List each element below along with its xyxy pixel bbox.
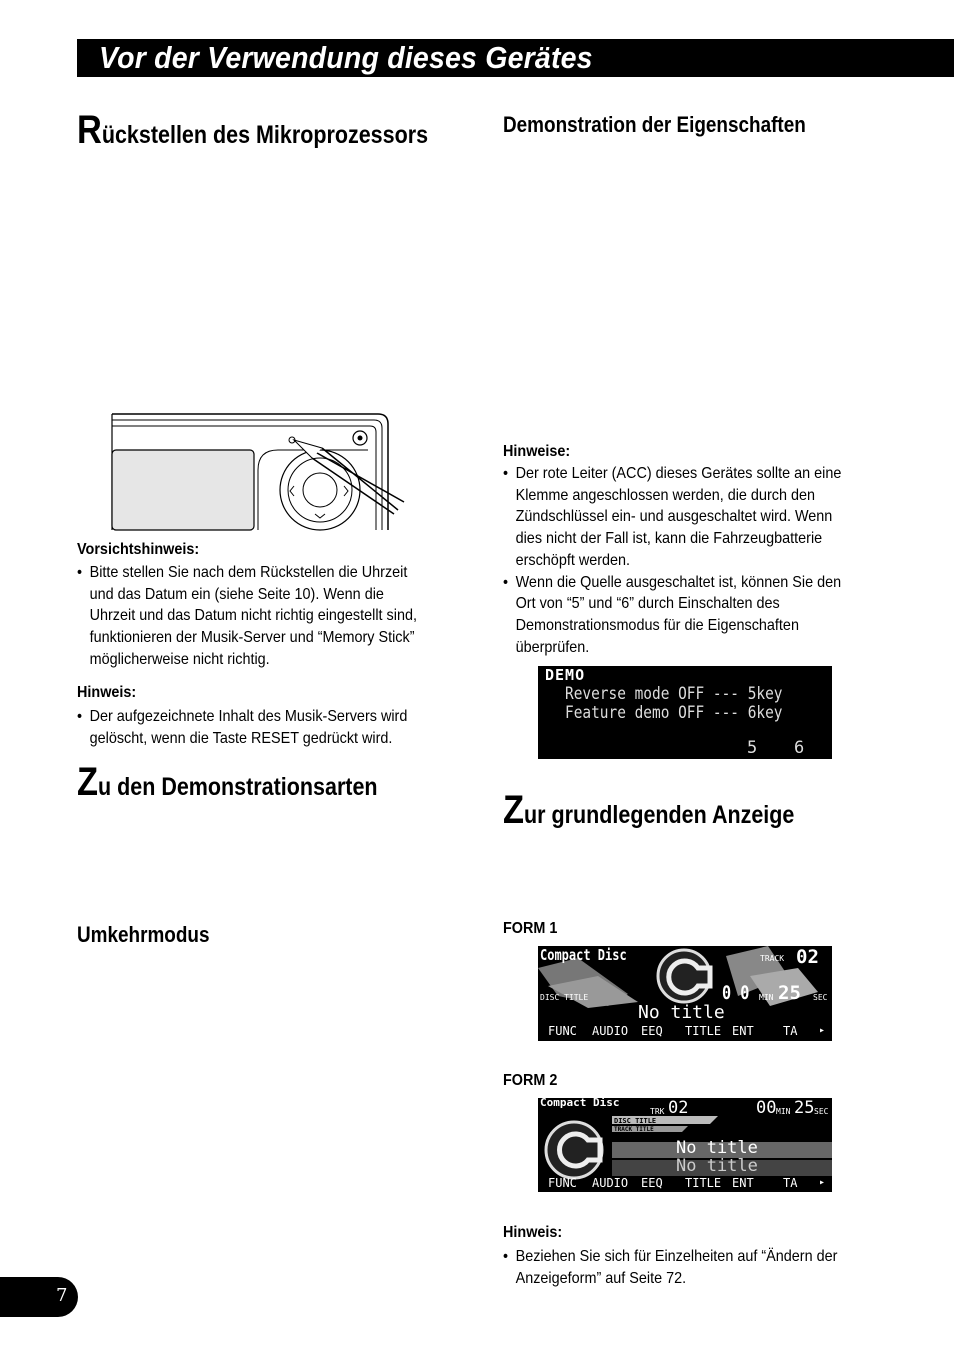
form2-sec-unit: SEC — [814, 1107, 829, 1116]
demo-key-5: 5 — [747, 738, 758, 758]
text-line: • Bitte stellen Sie nach dem Rückstellen die Uhrzeit — [89, 564, 408, 581]
text-line: funktionieren der Musik-Server und “Memory Stick” — [89, 629, 415, 647]
form2-track-title: No title — [676, 1156, 758, 1176]
text-line: erschöpft werden. — [515, 551, 631, 569]
form2-label: FORM 2 — [503, 1072, 558, 1089]
title-initial: Z — [503, 788, 525, 832]
note-label: Hinweis: — [77, 684, 137, 701]
form2-disc-title-label: DISC TITLE — [614, 1117, 657, 1125]
menu-eeq: EEQ — [641, 1176, 663, 1190]
menu-ent: ENT — [732, 1176, 754, 1190]
note2-text — [503, 1246, 881, 1289]
menu-func: FUNC — [548, 1024, 577, 1038]
demo-line-2: Feature demo OFF --- 6key — [565, 703, 783, 723]
caution-label: Vorsichtshinweis: — [77, 541, 200, 558]
form2-minutes: 00 — [756, 1098, 777, 1118]
text-line: gelöscht, wenn die Taste RESET gedrückt wird. — [89, 729, 393, 747]
chapter-banner — [77, 39, 954, 77]
menu-audio: AUDIO — [592, 1024, 629, 1038]
caution-bullet — [77, 562, 464, 671]
form2-menu-bar — [538, 1176, 832, 1192]
title-initial: R — [77, 108, 102, 152]
menu-arrow-icon: ▸ — [819, 1025, 826, 1036]
form2-min-unit: MIN — [776, 1107, 791, 1116]
form1-title: No title — [638, 1002, 725, 1023]
notes-bullet-2 — [503, 572, 881, 659]
form2-disc-title: No title — [676, 1138, 758, 1158]
form2-track-title-label: TRACK TITLE — [614, 1126, 654, 1133]
note2-bullet — [503, 1246, 881, 1289]
menu-title: TITLE — [685, 1024, 722, 1038]
section-title-basic-display — [503, 788, 794, 833]
form2-source: Compact Disc — [540, 1098, 620, 1109]
menu-eeq: EEQ — [641, 1024, 663, 1038]
form1-label: FORM 1 — [503, 920, 558, 937]
notes-text — [503, 463, 881, 658]
notes-bullet-1 — [503, 463, 881, 572]
subsection-title-reverse: Umkehrmodus — [77, 922, 210, 947]
menu-ta: TA — [783, 1024, 798, 1038]
form1-disc-title-label: DISC TITLE — [540, 993, 589, 1002]
text-line: Anzeigeform” auf Seite 72. — [515, 1269, 687, 1287]
chapter-title: Vor der Verwendung dieses Gerätes — [99, 40, 593, 75]
form2-track-number: 02 — [668, 1098, 689, 1118]
demo-lcd-display — [538, 666, 832, 759]
reset-button-illustration — [108, 410, 408, 532]
title-rest: ur grundlegenden Anzeige — [524, 801, 795, 829]
form2-trk-label: TRK — [650, 1107, 665, 1116]
note2-label: Hinweis: — [503, 1224, 563, 1241]
form1-sec-unit: SEC — [813, 993, 828, 1002]
text-line: • Wenn die Quelle ausgeschaltet ist, können Sie den — [515, 573, 842, 591]
text-line: • Der aufgezeichnete Inhalt des Musik-Servers wird — [89, 708, 408, 725]
form1-minutes: 0 0 — [722, 982, 750, 1004]
form2-seconds: 25 — [794, 1098, 815, 1118]
form1-track-number: 02 — [796, 946, 819, 968]
section-title-reset — [77, 108, 428, 153]
text-line: möglicherweise nicht richtig. — [89, 650, 270, 668]
section-title-demo — [77, 760, 378, 805]
form1-menu-bar — [538, 1024, 832, 1041]
menu-ent: ENT — [732, 1024, 754, 1038]
text-line: Ort von “5” und “6” durch Einschalten des — [515, 595, 780, 613]
form1-seconds: 25 — [778, 982, 801, 1004]
demo-key-6: 6 — [794, 738, 805, 758]
notes-label: Hinweise: — [503, 443, 571, 460]
text-line: und das Datum ein (siehe Seite 10). Wenn die — [89, 585, 384, 603]
text-line: Zündschlüssel ein- und ausgeschaltet wird. Wenn — [515, 508, 833, 526]
caution-text — [77, 562, 464, 671]
form1-source: Compact Disc — [540, 946, 627, 964]
menu-func: FUNC — [548, 1176, 577, 1190]
text-line: • Der rote Leiter (ACC) dieses Gerätes sollte an eine — [515, 465, 842, 482]
demo-label: DEMO — [545, 666, 586, 684]
menu-title: TITLE — [685, 1176, 722, 1190]
title-rest: ückstellen des Mikroprozessors — [101, 121, 429, 149]
text-line: Klemme angeschlossen werden, die durch den — [515, 486, 815, 504]
text-line: dies nicht der Fall ist, kann die Fahrzeugbatterie — [515, 530, 823, 548]
page-number: 7 — [56, 1285, 68, 1306]
page-number-tab — [0, 1277, 78, 1317]
note-text — [77, 706, 464, 749]
demo-line-1: Reverse mode OFF --- 5key — [565, 684, 783, 704]
subsection-title-features: Demonstration der Eigenschaften — [503, 112, 806, 137]
text-line: • Beziehen Sie sich für Einzelheiten auf “Ändern der — [515, 1248, 838, 1265]
text-line: Demonstrationsmodus für die Eigenschaften — [515, 616, 799, 634]
title-initial: Z — [77, 760, 99, 804]
form1-lcd-display — [538, 946, 832, 1041]
menu-arrow-icon: ▸ — [819, 1177, 826, 1188]
form1-track-label: TRACK — [760, 954, 785, 963]
menu-ta: TA — [783, 1176, 798, 1190]
form2-lcd-display — [538, 1098, 832, 1192]
text-line: überprüfen. — [515, 638, 590, 656]
form1-min-unit: MIN — [759, 993, 774, 1002]
title-rest: u den Demonstrationsarten — [98, 773, 378, 801]
note-bullet — [77, 706, 464, 749]
menu-audio: AUDIO — [592, 1176, 629, 1190]
text-line: Uhrzeit und das Datum nicht richtig eingestellt sind, — [89, 607, 417, 625]
